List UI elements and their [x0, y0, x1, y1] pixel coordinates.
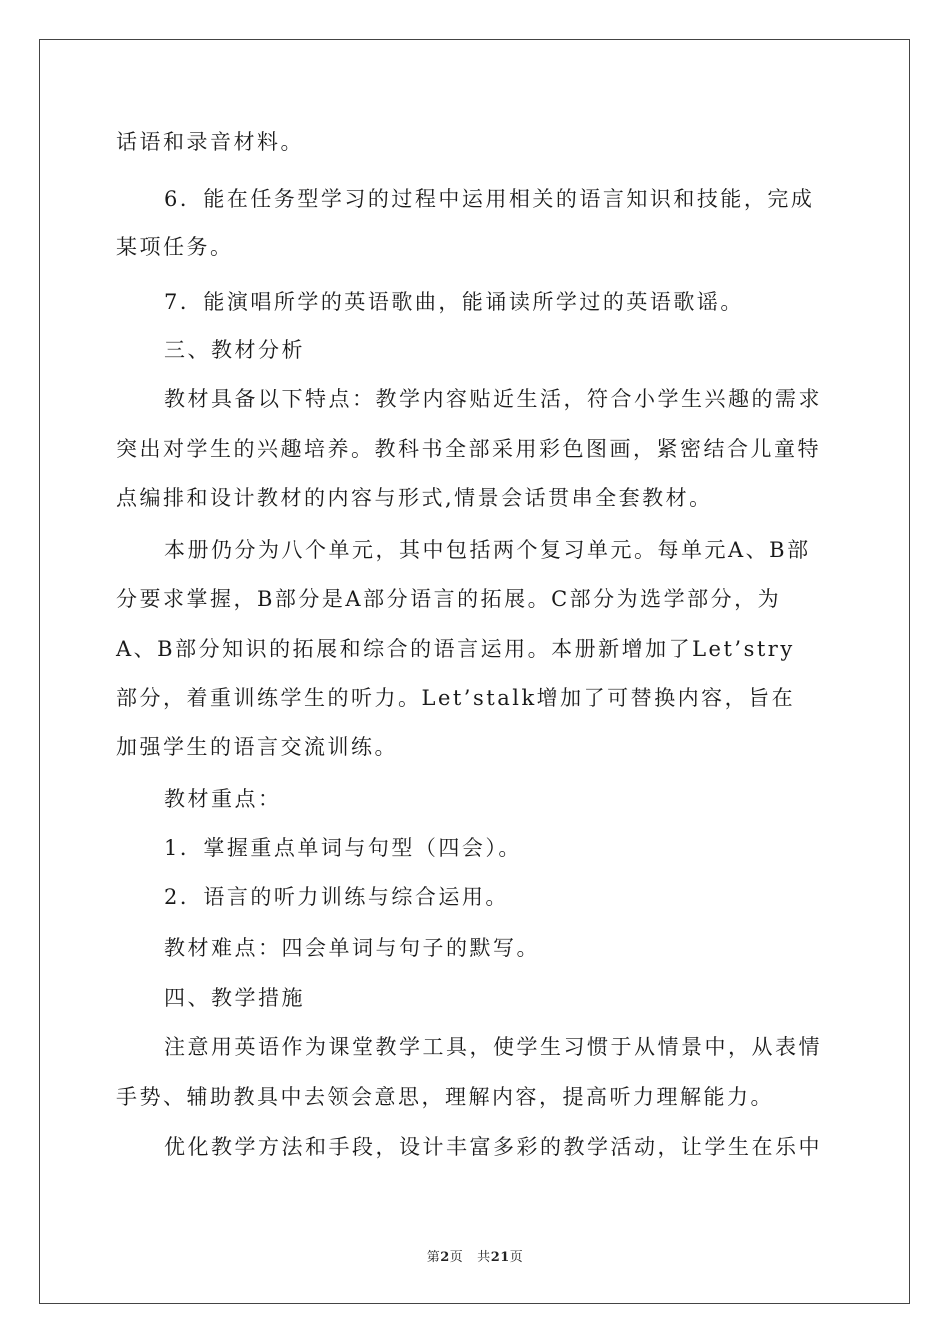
text-line: 加强学生的语言交流训练。: [116, 735, 398, 759]
text-line: 突出对学生的兴趣培养。教科书全部采用彩色图画，紧密结合儿童特: [116, 437, 821, 461]
page-suffix: 页: [449, 1250, 464, 1265]
text-line: 分要求掌握，B部分是A部分语言的拓展。C部分为选学部分，为: [116, 587, 782, 611]
text-line: 1．掌握重点单词与句型（四会）。: [164, 836, 522, 860]
text-line: 某项任务。: [116, 235, 234, 259]
text-line: 6．能在任务型学习的过程中运用相关的语言知识和技能，完成: [164, 187, 815, 211]
total-pages: 21: [490, 1250, 510, 1265]
text-line: 话语和录音材料。: [116, 130, 304, 154]
text-line: 本册仍分为八个单元，其中包括两个复习单元。每单元A、B部: [164, 538, 811, 562]
text-line: 7．能演唱所学的英语歌曲，能诵读所学过的英语歌谣。: [164, 290, 744, 314]
total-suffix: 页: [509, 1250, 524, 1265]
text-line: 部分，着重训练学生的听力。Let’stalk增加了可替换内容，旨在: [116, 686, 796, 710]
text-line: 优化教学方法和手段，设计丰富多彩的教学活动，让学生在乐中: [164, 1135, 822, 1159]
text-line: 教材重点：: [164, 787, 282, 811]
text-line: 教材难点：四会单词与句子的默写。: [164, 936, 540, 960]
text-line: 教材具备以下特点：教学内容贴近生活，符合小学生兴趣的需求: [164, 387, 822, 411]
text-line: 点编排和设计教材的内容与形式,情景会话贯串全套教材。: [116, 486, 713, 510]
text-line: 2．语言的听力训练与综合运用。: [164, 885, 509, 909]
page-prefix: 第: [426, 1250, 441, 1265]
section-heading: 三、教材分析: [164, 338, 305, 362]
total-prefix: 共: [477, 1250, 491, 1265]
page-number: 2: [440, 1250, 450, 1265]
section-heading: 四、教学措施: [164, 986, 305, 1010]
page-border: [39, 39, 910, 1304]
text-line: 手势、辅助教具中去领会意思，理解内容，提高听力理解能力。: [116, 1085, 774, 1109]
text-line: 注意用英语作为课堂教学工具，使学生习惯于从情景中，从表情: [164, 1035, 822, 1059]
text-line: A、B部分知识的拓展和综合的语言运用。本册新增加了Let’stry: [116, 637, 795, 661]
page-footer: [0, 1246, 950, 1265]
